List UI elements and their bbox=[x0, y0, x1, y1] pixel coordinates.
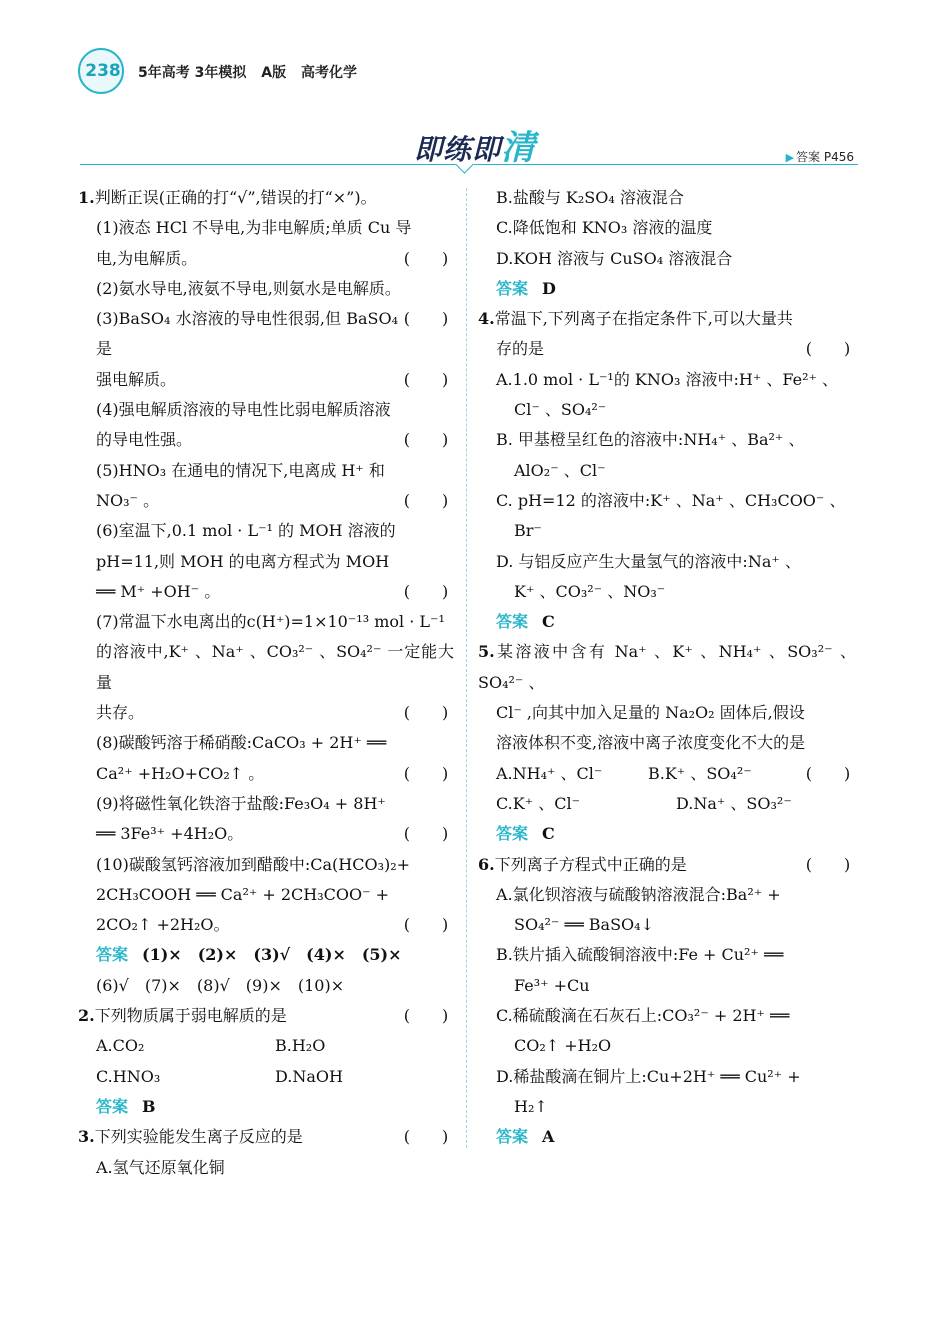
text-line bbox=[478, 910, 856, 940]
arrow-right-icon: ▶ bbox=[785, 151, 795, 164]
question-number: 2. bbox=[78, 1006, 95, 1026]
column-divider bbox=[466, 188, 467, 1148]
line-text: 的溶液中,K⁺ 、Na⁺ 、CO₃²⁻ 、SO₄²⁻ 一定能大量 bbox=[96, 642, 454, 692]
text-line bbox=[478, 698, 856, 728]
text-line bbox=[478, 425, 856, 455]
text-line bbox=[478, 213, 856, 243]
line-text: B.盐酸与 K₂SO₄ 溶液混合 bbox=[496, 188, 684, 207]
text-line bbox=[478, 940, 856, 970]
line-text: D.KOH 溶液与 CuSO₄ 溶液混合 bbox=[496, 248, 733, 268]
line-text: C bbox=[542, 612, 555, 632]
text-line bbox=[478, 183, 856, 213]
line-text: AlO₂⁻ 、Cl⁻ bbox=[514, 460, 606, 480]
series-name: 5年高考 3年模拟 bbox=[138, 65, 247, 81]
line-text: D. 与铝反应产生大量氢气的溶液中:Na⁺ 、 bbox=[496, 551, 801, 571]
answer-line bbox=[478, 819, 856, 849]
text-line bbox=[78, 244, 454, 274]
line-text: (10)碳酸氢钙溶液加到醋酸中:Ca(HCO₃)₂+ bbox=[96, 854, 411, 874]
right-column bbox=[478, 183, 856, 1153]
answer-blank: ( ) bbox=[403, 581, 449, 601]
text-line bbox=[78, 637, 454, 698]
text-line bbox=[78, 971, 454, 1001]
line-text: 判断正误(正确的打“√”,错误的打“×”)。 bbox=[94, 188, 377, 207]
section-title-main: 即练即 bbox=[413, 133, 501, 166]
option: A.CO₂ bbox=[96, 1036, 145, 1056]
left-column bbox=[78, 183, 454, 1183]
line-text: (2)氨水导电,液氨不导电,则氨水是电解质。 bbox=[96, 278, 401, 298]
question-stem bbox=[78, 1122, 454, 1152]
answer-blank: ( ) bbox=[403, 309, 449, 329]
running-title bbox=[138, 62, 367, 82]
line-text: (6)室温下,0.1 mol · L⁻¹ 的 MOH 溶液的 bbox=[96, 521, 396, 541]
page-number-badge bbox=[78, 48, 124, 94]
line-text: 电,为电解质。 bbox=[96, 248, 198, 268]
text-line bbox=[478, 456, 856, 486]
option: D.Na⁺ 、SO₃²⁻ bbox=[676, 793, 792, 813]
question-number: 1. bbox=[78, 188, 95, 207]
answer-blank: ( ) bbox=[403, 1127, 449, 1147]
answer-line bbox=[478, 274, 856, 304]
line-text: C.降低饱和 KNO₃ 溶液的温度 bbox=[496, 218, 713, 238]
line-text: 存的是 bbox=[496, 339, 545, 359]
answer-blank: ( ) bbox=[403, 763, 449, 783]
text-line bbox=[78, 880, 454, 910]
line-text: Cl⁻ 、SO₄²⁻ bbox=[514, 400, 607, 420]
text-line bbox=[78, 577, 454, 607]
option: D.NaOH bbox=[275, 1066, 343, 1086]
line-text: Fe³⁺ +Cu bbox=[514, 975, 590, 995]
question-stem bbox=[478, 850, 856, 880]
option: C.K⁺ 、Cl⁻ bbox=[496, 793, 581, 813]
question-stem bbox=[478, 304, 856, 334]
answer-blank: ( ) bbox=[805, 763, 851, 783]
edition-label: A版 bbox=[261, 65, 287, 81]
line-text: 溶液体积不变,溶液中离子浓度变化不大的是 bbox=[496, 733, 806, 753]
line-text: A bbox=[542, 1127, 555, 1147]
section-title-highlight: 清 bbox=[501, 128, 536, 168]
line-text: (5)HNO₃ 在通电的情况下,电离成 H⁺ 和 bbox=[96, 460, 385, 480]
text-line bbox=[78, 850, 454, 880]
option: B.K⁺ 、SO₄²⁻ bbox=[648, 763, 752, 783]
text-line bbox=[478, 971, 856, 1001]
line-text: (9)将磁性氧化铁溶于盐酸:Fe₃O₄ + 8H⁺ bbox=[96, 793, 386, 813]
text-line bbox=[78, 425, 454, 455]
text-line bbox=[78, 1153, 454, 1183]
answer-line bbox=[478, 1122, 856, 1152]
answer-line bbox=[78, 940, 454, 970]
section-banner bbox=[0, 120, 950, 180]
line-text: 常温下,下列离子在指定条件下,可以大量共 bbox=[494, 309, 793, 329]
line-text: H₂↑ bbox=[514, 1096, 548, 1116]
text-line bbox=[78, 728, 454, 758]
answer-blank: ( ) bbox=[403, 369, 449, 389]
line-text: A.氯化钡溶液与硫酸钠溶液混合:Ba²⁺ + bbox=[496, 884, 781, 904]
answer-line bbox=[78, 1092, 454, 1122]
text-line bbox=[478, 244, 856, 274]
question-stem bbox=[78, 183, 454, 213]
text-line bbox=[78, 304, 454, 365]
line-text: (1)× (2)× (3)√ (4)× (5)× bbox=[142, 945, 402, 965]
question-number: 6. bbox=[478, 854, 495, 874]
text-line bbox=[78, 759, 454, 789]
line-text: A.氢气还原氧化铜 bbox=[96, 1157, 225, 1177]
answer-line bbox=[478, 607, 856, 637]
text-line bbox=[78, 547, 454, 577]
answer-blank: ( ) bbox=[403, 430, 449, 450]
text-line bbox=[478, 1062, 856, 1092]
line-text: K⁺ 、CO₃²⁻ 、NO₃⁻ bbox=[514, 581, 666, 601]
option-row bbox=[78, 1062, 454, 1092]
line-text: D bbox=[542, 278, 556, 298]
text-line bbox=[78, 698, 454, 728]
text-line bbox=[478, 728, 856, 758]
option-row bbox=[478, 759, 800, 789]
option-row bbox=[78, 1031, 454, 1061]
answer-blank: ( ) bbox=[403, 490, 449, 510]
answer-blank: ( ) bbox=[805, 339, 851, 359]
line-text: A.1.0 mol · L⁻¹的 KNO₃ 溶液中:H⁺ 、Fe²⁺ 、 bbox=[496, 369, 839, 389]
text-line bbox=[478, 365, 856, 395]
line-text: 2CO₂↑ +2H₂O。 bbox=[96, 915, 230, 935]
line-text: 共存。 bbox=[96, 703, 145, 723]
text-line bbox=[78, 213, 454, 243]
answer-blank: ( ) bbox=[403, 1006, 449, 1026]
question-stem bbox=[478, 637, 856, 698]
line-text: pH=11,则 MOH 的电离方程式为 MOH bbox=[96, 551, 390, 571]
text-line bbox=[478, 1001, 856, 1031]
text-line bbox=[78, 456, 454, 486]
line-text: CO₂↑ +H₂O bbox=[514, 1036, 612, 1056]
answer-blank: ( ) bbox=[805, 854, 851, 874]
question-number: 4. bbox=[478, 309, 495, 329]
line-text: NO₃⁻ 。 bbox=[96, 490, 160, 510]
option: C.HNO₃ bbox=[96, 1066, 161, 1086]
line-text: (8)碳酸钙溶于稀硝酸:CaCO₃ + 2H⁺ ══ bbox=[96, 733, 387, 753]
text-line bbox=[478, 577, 856, 607]
text-line bbox=[478, 880, 856, 910]
answer-reference bbox=[786, 148, 854, 165]
answer-reference-text: 答案 P456 bbox=[796, 150, 854, 164]
text-line bbox=[78, 819, 454, 849]
answer-blank: ( ) bbox=[403, 248, 449, 268]
answer-label: 答案 bbox=[96, 1096, 129, 1116]
line-text: 下列离子方程式中正确的是 bbox=[494, 854, 687, 874]
text-line bbox=[478, 334, 856, 364]
text-line bbox=[78, 910, 454, 940]
answer-label: 答案 bbox=[496, 824, 529, 844]
question-number: 3. bbox=[78, 1127, 95, 1147]
line-text: (1)液态 HCl 不导电,为非电解质;单质 Cu 导 bbox=[96, 218, 412, 238]
line-text: C. pH=12 的溶液中:K⁺ 、Na⁺ 、CH₃COO⁻ 、 bbox=[496, 490, 846, 510]
option: B.H₂O bbox=[275, 1036, 326, 1056]
line-text: 2CH₃COOH ══ Ca²⁺ + 2CH₃COO⁻ + bbox=[96, 884, 390, 904]
answer-blank: ( ) bbox=[403, 915, 449, 935]
line-text: B.铁片插入硫酸铜溶液中:Fe + Cu²⁺ ══ bbox=[496, 945, 784, 965]
line-text: B bbox=[142, 1096, 156, 1116]
line-text: (4)强电解质溶液的导电性比弱电解质溶液 bbox=[96, 400, 391, 420]
line-text: (7)常温下水电离出的c(H⁺)=1×10⁻¹³ mol · L⁻¹ bbox=[96, 612, 445, 632]
text-line bbox=[78, 516, 454, 546]
section-title bbox=[395, 120, 555, 169]
answer-blank: ( ) bbox=[403, 824, 449, 844]
answer-label: 答案 bbox=[496, 612, 529, 632]
page-header bbox=[78, 48, 478, 96]
line-text: ══ 3Fe³⁺ +4H₂O。 bbox=[96, 824, 244, 844]
text-line bbox=[478, 486, 856, 516]
line-text: C.稀硫酸滴在石灰石上:CO₃²⁻ + 2H⁺ ══ bbox=[496, 1006, 790, 1026]
line-text: 下列物质属于弱电解质的是 bbox=[94, 1006, 287, 1026]
line-text: ══ M⁺ +OH⁻ 。 bbox=[96, 581, 221, 601]
line-text: (3)BaSO₄ 水溶液的导电性很弱,但 BaSO₄ 是 bbox=[96, 309, 398, 359]
answer-label: 答案 bbox=[96, 945, 129, 965]
text-line bbox=[78, 789, 454, 819]
text-line bbox=[78, 395, 454, 425]
line-text: Ca²⁺ +H₂O+CO₂↑ 。 bbox=[96, 763, 265, 783]
answer-label: 答案 bbox=[496, 278, 529, 298]
text-line bbox=[78, 365, 454, 395]
text-line bbox=[478, 395, 856, 425]
line-text: (6)√ (7)× (8)√ (9)× (10)× bbox=[96, 975, 345, 995]
option: A.NH₄⁺ 、Cl⁻ bbox=[496, 763, 603, 783]
question-number: 5. bbox=[478, 642, 495, 662]
line-text: 的导电性强。 bbox=[96, 430, 193, 450]
line-text: Cl⁻ ,向其中加入足量的 Na₂O₂ 固体后,假设 bbox=[496, 703, 805, 723]
page-number: 238 bbox=[85, 61, 121, 81]
text-line bbox=[78, 607, 454, 637]
text-line bbox=[478, 1092, 856, 1122]
text-line bbox=[78, 486, 454, 516]
line-text: 某溶液中含有 Na⁺ 、K⁺ 、NH₄⁺ 、SO₃²⁻ 、SO₄²⁻ 、 bbox=[478, 642, 856, 692]
line-text: B. 甲基橙呈红色的溶液中:NH₄⁺ 、Ba²⁺ 、 bbox=[496, 430, 805, 450]
question-stem bbox=[78, 1001, 454, 1031]
option-row bbox=[478, 789, 856, 819]
text-line bbox=[78, 274, 454, 304]
answer-blank: ( ) bbox=[403, 703, 449, 723]
line-text: Br⁻ bbox=[514, 521, 542, 541]
text-line bbox=[478, 1031, 856, 1061]
subject-label: 高考化学 bbox=[300, 65, 357, 81]
line-text: SO₄²⁻ ══ BaSO₄↓ bbox=[514, 915, 654, 935]
line-text: D.稀盐酸滴在铜片上:Cu+2H⁺ ══ Cu²⁺ + bbox=[496, 1066, 801, 1086]
line-text: 下列实验能发生离子反应的是 bbox=[94, 1127, 303, 1147]
text-line bbox=[478, 547, 856, 577]
answer-label: 答案 bbox=[496, 1127, 529, 1147]
line-text: C bbox=[542, 824, 555, 844]
line-text: 强电解质。 bbox=[96, 369, 177, 389]
text-line bbox=[478, 516, 856, 546]
